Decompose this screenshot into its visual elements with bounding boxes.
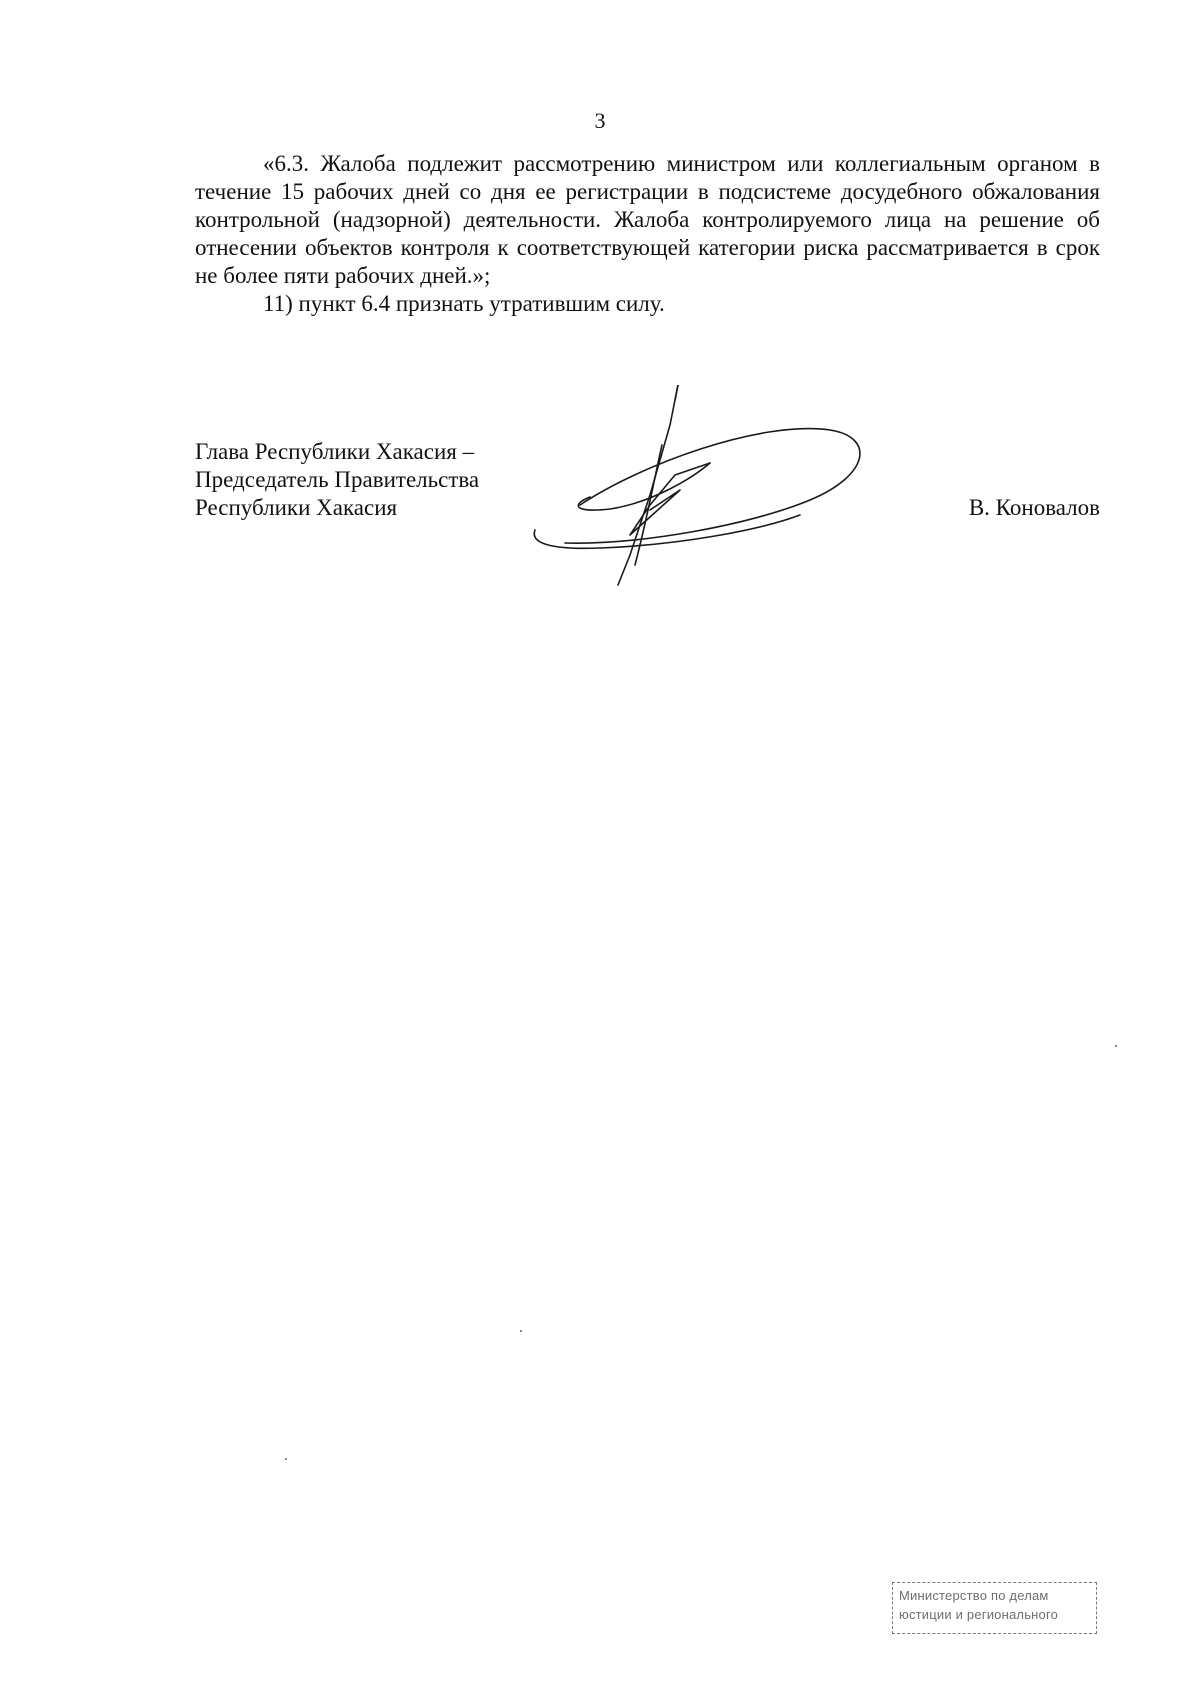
signatory-position-line: Республики Хакасия bbox=[195, 495, 398, 520]
paragraph-item-11: 11) пункт 6.4 признать утратившим силу. bbox=[263, 291, 665, 316]
signatory-position-line: Глава Республики Хакасия – bbox=[195, 439, 475, 464]
scan-speck bbox=[520, 1330, 522, 1332]
body-text bbox=[195, 150, 1100, 318]
scan-speck bbox=[285, 1458, 287, 1460]
paragraph-6-3: «6.3. Жалоба подлежит рассмотрению министром или коллегиальным органом в течение 15 рабочих дней со дня ее регистрации в подсистеме досудебного обжалования контрольной (надзорной) деятельности. Жалоба контролируемого лица на решение об отнесении объектов контроля к соответствующей категории риска рассматривается в срок не более пяти рабочих дней.»; bbox=[195, 151, 1100, 288]
signatory-position bbox=[195, 438, 479, 522]
scan-speck bbox=[1115, 1045, 1117, 1047]
stamp-line: юстиции и регионального bbox=[899, 1607, 1059, 1622]
signatory-position-line: Председатель Правительства bbox=[195, 467, 480, 492]
handwritten-signature bbox=[530, 385, 910, 610]
signatory-name: В. Коновалов bbox=[968, 495, 1100, 520]
page-number: 3 bbox=[594, 108, 606, 133]
registration-stamp bbox=[892, 1582, 1097, 1634]
stamp-line: Министерство по делам bbox=[899, 1588, 1049, 1603]
